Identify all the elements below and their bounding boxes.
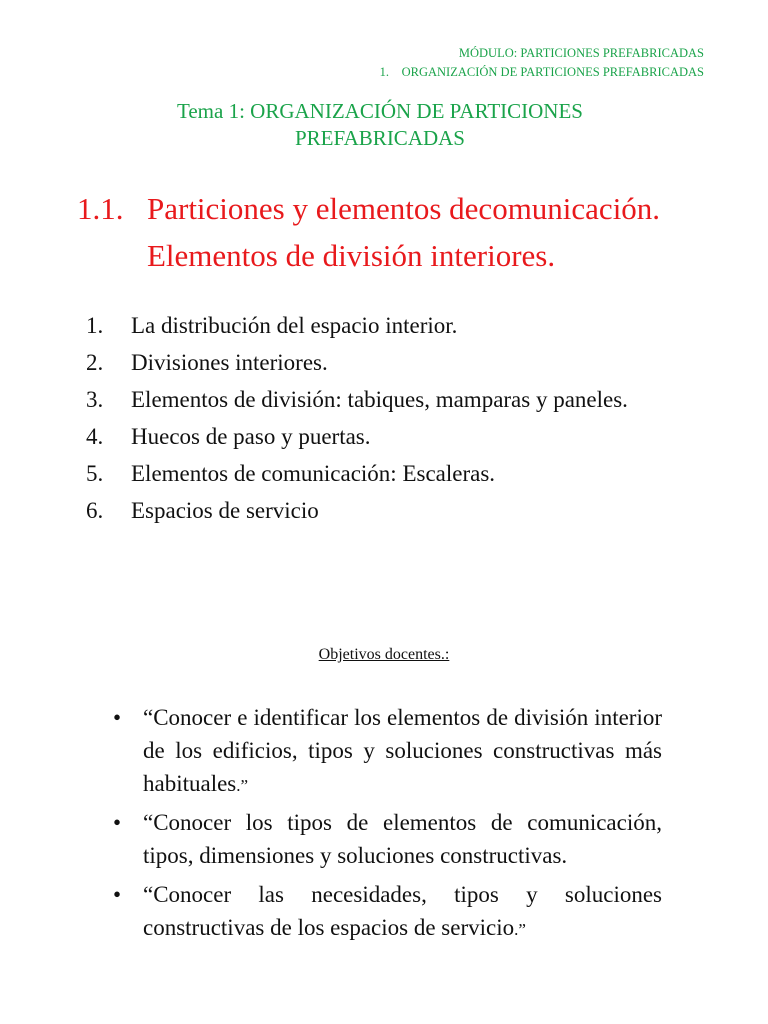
topic-number: 3. bbox=[86, 387, 104, 412]
section-title-line-2: Elementos de división interiores. bbox=[147, 238, 556, 273]
topic-number: 5. bbox=[86, 461, 104, 486]
objective-item bbox=[113, 878, 662, 946]
section-number: 1.1. bbox=[77, 191, 124, 226]
topic-text: Elementos de división: tabiques, mamparas y paneles. bbox=[131, 387, 628, 412]
objective-item bbox=[113, 701, 662, 802]
module-label: MÓDULO: PARTICIONES PREFABRICADAS bbox=[458, 46, 704, 60]
topic-item bbox=[86, 384, 686, 415]
topic-number: 6. bbox=[86, 498, 104, 523]
objective-text: “Conocer las necesidades, tipos y soluciones constructivas de los espacios de servicio bbox=[143, 882, 662, 940]
topic-item bbox=[86, 421, 686, 452]
section-title-line-1: Particiones y elementos decomunicación. bbox=[147, 191, 661, 226]
chapter-label bbox=[380, 63, 704, 82]
topic-text: Espacios de servicio bbox=[131, 498, 319, 523]
topic-item bbox=[86, 495, 686, 526]
running-header bbox=[380, 44, 704, 82]
objective-close: .” bbox=[514, 920, 526, 939]
topic-number: 1. bbox=[86, 313, 104, 338]
topic-item bbox=[86, 310, 686, 341]
topic-text: Divisiones interiores. bbox=[131, 350, 328, 375]
topic-text: Elementos de comunicación: Escaleras. bbox=[131, 461, 496, 486]
topic-item bbox=[86, 347, 686, 378]
chapter-number: 1. bbox=[379, 65, 389, 79]
objective-close: .” bbox=[236, 776, 249, 795]
objective-text: “Conocer los tipos de elementos de comunicación, tipos, dimensiones y soluciones constructivas. bbox=[143, 810, 662, 868]
objective-text: “Conocer e identificar los elementos de división interior de los edificios, tipos y soluciones constructivas más habituales bbox=[143, 705, 662, 796]
chapter-title: ORGANIZACIÓN DE PARTICIONES PREFABRICADAS bbox=[401, 65, 704, 79]
topic-number: 4. bbox=[86, 424, 104, 449]
objective-item bbox=[113, 806, 662, 874]
objectives-list bbox=[113, 701, 662, 950]
tema-title: Tema 1: ORGANIZACIÓN DE PARTICIONES PREFABRICADAS bbox=[177, 99, 583, 150]
objectives-heading: Objetivos docentes.: bbox=[318, 646, 450, 663]
bullet-icon: • bbox=[113, 810, 122, 835]
topic-text: Huecos de paso y puertas. bbox=[131, 424, 371, 449]
topic-number: 2. bbox=[86, 350, 104, 375]
topic-item bbox=[86, 458, 686, 489]
bullet-icon: • bbox=[113, 705, 122, 730]
topic-text: La distribución del espacio interior. bbox=[131, 313, 458, 338]
bullet-icon: • bbox=[113, 882, 122, 907]
topics-list bbox=[86, 310, 686, 532]
